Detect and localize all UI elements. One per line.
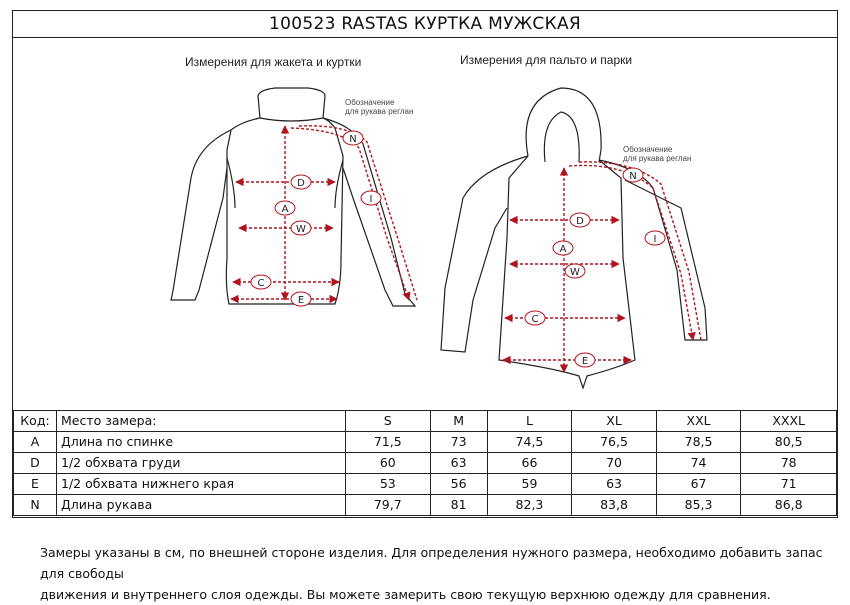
- row-code: N: [14, 495, 57, 516]
- table-header-row: [14, 411, 837, 432]
- label-d-coat: [570, 213, 590, 227]
- svg-text:W: W: [296, 224, 306, 235]
- raglan-note-line2: для рукава реглан: [623, 154, 692, 163]
- row-value: 71: [741, 474, 837, 495]
- table-row: [14, 453, 837, 474]
- row-value: 59: [487, 474, 572, 495]
- jacket-measure-lines: [231, 126, 417, 300]
- label-w-coat: [565, 264, 585, 278]
- measure-labels: [251, 131, 665, 367]
- svg-text:A: A: [559, 244, 567, 255]
- header-size: L: [487, 411, 572, 432]
- row-value: 73: [430, 432, 487, 453]
- svg-text:D: D: [576, 216, 584, 227]
- row-value: 63: [430, 453, 487, 474]
- size-chart-frame: [12, 10, 838, 518]
- coat-caption: Измерения для пальто и парки: [460, 53, 633, 67]
- label-e-jacket: [291, 292, 311, 306]
- svg-text:D: D: [297, 178, 305, 189]
- raglan-note-line1: Обозначение: [623, 145, 673, 154]
- row-value: 79,7: [346, 495, 431, 516]
- svg-text:I: I: [653, 234, 657, 245]
- page-title: 100523 RASTAS КУРТКА МУЖСКАЯ: [13, 11, 837, 38]
- svg-text:N: N: [349, 134, 357, 145]
- measurement-note: [40, 542, 840, 605]
- table-row: [14, 432, 837, 453]
- label-a-coat: [553, 241, 573, 255]
- jacket-caption: Измерения для жакета и куртки: [185, 55, 362, 69]
- header-code: Код:: [14, 411, 57, 432]
- row-place: Длина рукава: [57, 495, 346, 516]
- row-value: 81: [430, 495, 487, 516]
- row-value: 83,8: [572, 495, 657, 516]
- row-code: E: [14, 474, 57, 495]
- row-value: 78: [741, 453, 837, 474]
- label-c-coat: [525, 311, 545, 325]
- row-value: 78,5: [656, 432, 741, 453]
- label-c-jacket: [251, 275, 271, 289]
- svg-text:I: I: [369, 194, 373, 205]
- header-size: XXXL: [741, 411, 837, 432]
- note-line: движения и внутреннего слоя одежды. Вы можете замерить свою текущую верхнюю одежду для сравнения.: [40, 587, 771, 602]
- raglan-note-coat: [623, 145, 691, 163]
- header-size: M: [430, 411, 487, 432]
- svg-text:E: E: [581, 356, 589, 367]
- row-value: 76,5: [572, 432, 657, 453]
- label-e-coat: [575, 353, 595, 367]
- row-place: Длина по спинке: [57, 432, 346, 453]
- raglan-note-line2: для рукава реглан: [345, 107, 414, 116]
- svg-text:N: N: [629, 171, 637, 182]
- row-value: 85,3: [656, 495, 741, 516]
- row-value: 56: [430, 474, 487, 495]
- raglan-note-jacket: [345, 98, 413, 116]
- raglan-note-line1: Обозначение: [345, 98, 395, 107]
- row-value: 74: [656, 453, 741, 474]
- svg-text:W: W: [570, 267, 580, 278]
- note-line: Замеры указаны в см, по внешней стороне изделия. Для определения нужного размера, необходимо добавить запас для свободы: [40, 545, 823, 581]
- row-value: 67: [656, 474, 741, 495]
- row-value: 53: [346, 474, 431, 495]
- label-w-jacket: [291, 221, 311, 235]
- row-value: 86,8: [741, 495, 837, 516]
- row-value: 82,3: [487, 495, 572, 516]
- svg-text:C: C: [531, 314, 539, 325]
- row-code: D: [14, 453, 57, 474]
- label-a-jacket: [275, 201, 295, 215]
- row-place: 1/2 обхвата нижнего края: [57, 474, 346, 495]
- label-d-jacket: [291, 175, 311, 189]
- table-row: [14, 495, 837, 516]
- row-value: 70: [572, 453, 657, 474]
- row-place: 1/2 обхвата груди: [57, 453, 346, 474]
- coat-illustration: [441, 88, 707, 388]
- label-i-jacket: [361, 191, 381, 205]
- header-place: Место замера:: [57, 411, 346, 432]
- row-value: 63: [572, 474, 657, 495]
- size-table: [13, 410, 837, 516]
- table-row: [14, 474, 837, 495]
- row-value: 74,5: [487, 432, 572, 453]
- coat-measure-lines: [503, 162, 701, 372]
- header-size: XL: [572, 411, 657, 432]
- header-size: S: [346, 411, 431, 432]
- svg-text:A: A: [281, 204, 289, 215]
- header-size: XXL: [656, 411, 741, 432]
- svg-text:E: E: [297, 295, 305, 306]
- measurement-diagrams: [13, 38, 837, 410]
- row-value: 80,5: [741, 432, 837, 453]
- label-i-coat: [645, 231, 665, 245]
- row-value: 71,5: [346, 432, 431, 453]
- svg-text:C: C: [257, 278, 265, 289]
- row-value: 66: [487, 453, 572, 474]
- row-code: A: [14, 432, 57, 453]
- label-n-coat: [623, 168, 643, 182]
- label-n-jacket: [343, 131, 363, 145]
- row-value: 60: [346, 453, 431, 474]
